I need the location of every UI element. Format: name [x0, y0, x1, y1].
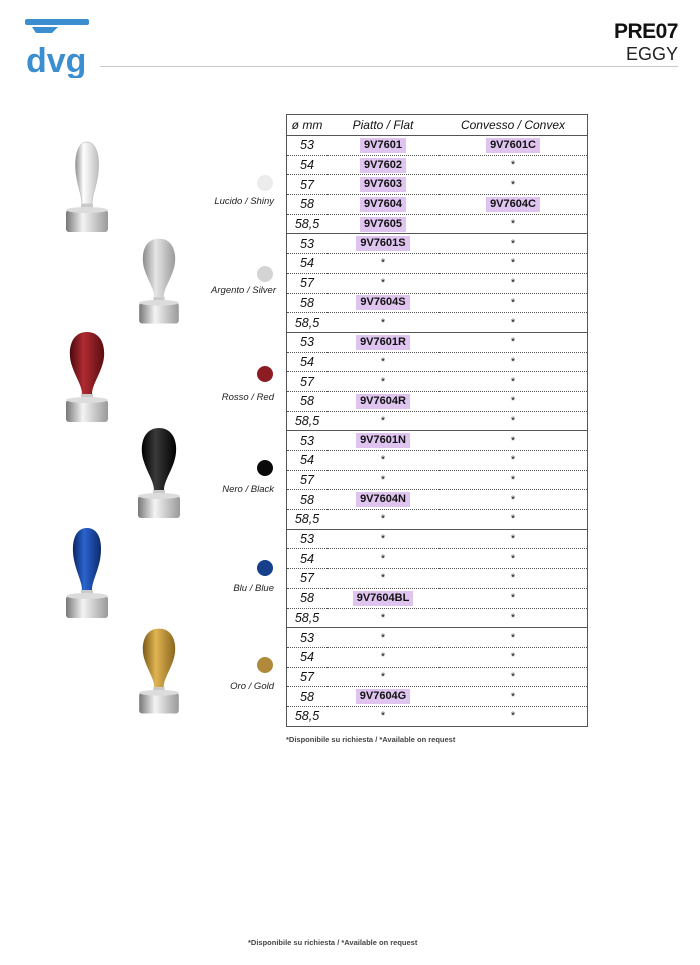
- article-code: 9V7601R: [356, 335, 410, 350]
- on-request-mark: *: [380, 414, 386, 427]
- availability-note: *Disponibile su richiesta / *Available on request: [286, 735, 456, 744]
- finish-label-blue: Blu / Blue: [233, 583, 274, 594]
- diameter-value: 53: [300, 138, 314, 153]
- flat-code-cell: [327, 628, 439, 648]
- diameter-value: 58,5: [294, 709, 320, 724]
- swatch-blue: [257, 560, 273, 576]
- on-request-mark: *: [510, 690, 516, 703]
- article-code: 9V7604BL: [353, 591, 414, 606]
- on-request-mark: *: [380, 277, 386, 290]
- on-request-mark: *: [380, 316, 386, 329]
- tamper-black-image: [124, 426, 194, 522]
- on-request-mark: *: [510, 237, 516, 250]
- flat-code-cell: [327, 254, 439, 274]
- convex-code-cell: [439, 647, 588, 667]
- tamper-shiny-image: [52, 140, 122, 236]
- diameter-value: 53: [300, 433, 314, 448]
- diameter-cell: [287, 214, 328, 234]
- dvg-logo: [24, 18, 98, 78]
- diameter-value: 54: [300, 453, 314, 468]
- flat-code-cell: [327, 273, 439, 293]
- article-code: 9V7601: [360, 138, 406, 153]
- diameter-value: 57: [300, 374, 314, 389]
- article-code: 9V7605: [360, 217, 406, 232]
- flat-code-cell: [327, 588, 439, 608]
- article-code: 9V7604G: [356, 689, 410, 704]
- flat-code-cell: [327, 214, 439, 234]
- on-request-mark: *: [380, 375, 386, 388]
- flat-code-cell: [327, 332, 439, 352]
- table-row: [287, 608, 588, 628]
- on-request-mark: *: [510, 178, 516, 191]
- product-code: PRE07: [613, 20, 678, 43]
- convex-code-cell: [439, 706, 588, 726]
- convex-code-cell: [439, 411, 588, 431]
- on-request-mark: *: [510, 355, 516, 368]
- table-row: [287, 687, 588, 707]
- on-request-mark: *: [510, 375, 516, 388]
- table-row: [287, 667, 588, 687]
- diameter-cell: [287, 372, 328, 392]
- diameter-cell: [287, 470, 328, 490]
- table-row: [287, 549, 588, 569]
- diameter-cell: [287, 628, 328, 648]
- convex-code-cell: [439, 254, 588, 274]
- diameter-cell: [287, 706, 328, 726]
- product-name: EGGY: [625, 44, 678, 64]
- on-request-mark: *: [380, 572, 386, 585]
- on-request-mark: *: [510, 572, 516, 585]
- flat-code-cell: [327, 195, 439, 215]
- table-row: [287, 431, 588, 451]
- on-request-mark: *: [510, 651, 516, 664]
- article-code: 9V7604C: [486, 197, 540, 212]
- on-request-mark: *: [380, 611, 386, 624]
- diameter-value: 58: [300, 492, 314, 507]
- on-request-mark: *: [510, 277, 516, 290]
- on-request-mark: *: [510, 670, 516, 683]
- convex-code-cell: [439, 431, 588, 451]
- article-code: 9V7602: [360, 158, 406, 173]
- diameter-value: 58: [300, 394, 314, 409]
- on-request-mark: *: [510, 296, 516, 309]
- diameter-cell: [287, 608, 328, 628]
- article-code: 9V7601C: [486, 138, 540, 153]
- table-row: [287, 588, 588, 608]
- article-code: 9V7601N: [356, 433, 410, 448]
- table-body: [287, 136, 588, 727]
- tamper-red-image: [52, 330, 122, 426]
- table-row: [287, 293, 588, 313]
- size-code-table: [286, 114, 588, 727]
- on-request-mark: *: [380, 513, 386, 526]
- flat-code-cell: [327, 175, 439, 195]
- tamper-gold-image: [126, 626, 192, 718]
- on-request-mark: *: [510, 159, 516, 172]
- diameter-value: 58,5: [294, 315, 320, 330]
- tamper-blue-image: [52, 526, 122, 622]
- convex-code-cell: [439, 136, 588, 156]
- diameter-value: 58,5: [294, 217, 320, 232]
- convex-code-cell: [439, 155, 588, 175]
- convex-code-cell: [439, 273, 588, 293]
- convex-code-cell: [439, 687, 588, 707]
- finish-label-silver: Argento / Silver: [211, 285, 276, 296]
- on-request-mark: *: [380, 631, 386, 644]
- on-request-mark: *: [510, 474, 516, 487]
- on-request-mark: *: [380, 355, 386, 368]
- swatch-red: [257, 366, 273, 382]
- diameter-cell: [287, 667, 328, 687]
- table-row: [287, 195, 588, 215]
- table-row: [287, 647, 588, 667]
- flat-code-cell: [327, 431, 439, 451]
- swatch-silver: [257, 266, 273, 282]
- diameter-cell: [287, 647, 328, 667]
- convex-code-cell: [439, 391, 588, 411]
- diameter-cell: [287, 254, 328, 274]
- finish-label-shiny: Lucido / Shiny: [214, 196, 274, 207]
- table-row: [287, 391, 588, 411]
- flat-code-cell: [327, 313, 439, 333]
- article-code: 9V7604N: [356, 492, 410, 507]
- article-code: 9V7604: [360, 197, 406, 212]
- on-request-mark: *: [380, 710, 386, 723]
- col-header-diameter: ø mm: [287, 115, 328, 136]
- diameter-value: 58: [300, 591, 314, 606]
- diameter-value: 57: [300, 571, 314, 586]
- on-request-mark: *: [510, 395, 516, 408]
- article-code: 9V7604S: [356, 295, 409, 310]
- convex-code-cell: [439, 352, 588, 372]
- table-row: [287, 470, 588, 490]
- table-row: [287, 155, 588, 175]
- diameter-value: 57: [300, 276, 314, 291]
- diameter-value: 53: [300, 532, 314, 547]
- table-row: [287, 254, 588, 274]
- flat-code-cell: [327, 234, 439, 254]
- convex-code-cell: [439, 451, 588, 471]
- diameter-value: 54: [300, 354, 314, 369]
- on-request-mark: *: [510, 513, 516, 526]
- on-request-mark: *: [510, 710, 516, 723]
- table-row: [287, 352, 588, 372]
- convex-code-cell: [439, 549, 588, 569]
- diameter-value: 57: [300, 177, 314, 192]
- flat-code-cell: [327, 569, 439, 589]
- convex-code-cell: [439, 510, 588, 530]
- table-row: [287, 136, 588, 156]
- convex-code-cell: [439, 175, 588, 195]
- diameter-cell: [287, 569, 328, 589]
- article-code: 9V7604R: [356, 394, 410, 409]
- diameter-value: 54: [300, 158, 314, 173]
- on-request-mark: *: [510, 414, 516, 427]
- footer-availability-note: *Disponibile su richiesta / *Available on request: [248, 938, 418, 947]
- diameter-cell: [287, 510, 328, 530]
- diameter-value: 58: [300, 197, 314, 212]
- finish-label-gold: Oro / Gold: [230, 681, 274, 692]
- convex-code-cell: [439, 569, 588, 589]
- on-request-mark: *: [510, 218, 516, 231]
- flat-code-cell: [327, 155, 439, 175]
- on-request-mark: *: [510, 257, 516, 270]
- swatch-gold: [257, 657, 273, 673]
- table-row: [287, 706, 588, 726]
- table-row: [287, 628, 588, 648]
- diameter-cell: [287, 332, 328, 352]
- on-request-mark: *: [510, 552, 516, 565]
- diameter-value: 58,5: [294, 610, 320, 625]
- diameter-value: 57: [300, 669, 314, 684]
- table-row: [287, 451, 588, 471]
- on-request-mark: *: [510, 592, 516, 605]
- on-request-mark: *: [510, 611, 516, 624]
- diameter-cell: [287, 588, 328, 608]
- on-request-mark: *: [510, 336, 516, 349]
- diameter-cell: [287, 155, 328, 175]
- table-row: [287, 234, 588, 254]
- table-row: [287, 313, 588, 333]
- flat-code-cell: [327, 687, 439, 707]
- diameter-value: 58,5: [294, 413, 320, 428]
- table-row: [287, 529, 588, 549]
- on-request-mark: *: [380, 552, 386, 565]
- diameter-value: 54: [300, 551, 314, 566]
- diameter-value: 58,5: [294, 512, 320, 527]
- table-row: [287, 214, 588, 234]
- diameter-value: 53: [300, 630, 314, 645]
- diameter-value: 53: [300, 236, 314, 251]
- diameter-value: 54: [300, 256, 314, 271]
- flat-code-cell: [327, 411, 439, 431]
- on-request-mark: *: [510, 454, 516, 467]
- table-row: [287, 175, 588, 195]
- convex-code-cell: [439, 293, 588, 313]
- table-row: [287, 490, 588, 510]
- diameter-value: 58: [300, 689, 314, 704]
- diameter-cell: [287, 293, 328, 313]
- diameter-cell: [287, 175, 328, 195]
- on-request-mark: *: [510, 631, 516, 644]
- article-code: 9V7603: [360, 177, 406, 192]
- table-row: [287, 569, 588, 589]
- diameter-cell: [287, 234, 328, 254]
- flat-code-cell: [327, 470, 439, 490]
- flat-code-cell: [327, 549, 439, 569]
- convex-code-cell: [439, 608, 588, 628]
- diameter-cell: [287, 352, 328, 372]
- diameter-cell: [287, 451, 328, 471]
- on-request-mark: *: [510, 493, 516, 506]
- table-row: [287, 332, 588, 352]
- flat-code-cell: [327, 352, 439, 372]
- on-request-mark: *: [380, 474, 386, 487]
- convex-code-cell: [439, 588, 588, 608]
- convex-code-cell: [439, 628, 588, 648]
- tamper-silver-image: [126, 236, 192, 328]
- on-request-mark: *: [380, 257, 386, 270]
- finish-label-black: Nero / Black: [222, 484, 274, 495]
- on-request-mark: *: [380, 670, 386, 683]
- diameter-cell: [287, 136, 328, 156]
- convex-code-cell: [439, 195, 588, 215]
- flat-code-cell: [327, 647, 439, 667]
- diameter-cell: [287, 529, 328, 549]
- convex-code-cell: [439, 667, 588, 687]
- col-header-flat: Piatto / Flat: [327, 115, 439, 136]
- flat-code-cell: [327, 136, 439, 156]
- on-request-mark: *: [510, 316, 516, 329]
- convex-code-cell: [439, 372, 588, 392]
- convex-code-cell: [439, 470, 588, 490]
- diameter-cell: [287, 273, 328, 293]
- table-row: [287, 411, 588, 431]
- diameter-value: 57: [300, 473, 314, 488]
- convex-code-cell: [439, 332, 588, 352]
- flat-code-cell: [327, 510, 439, 530]
- flat-code-cell: [327, 293, 439, 313]
- header-rule: [100, 66, 678, 67]
- on-request-mark: *: [380, 533, 386, 546]
- flat-code-cell: [327, 608, 439, 628]
- flat-code-cell: [327, 706, 439, 726]
- diameter-value: 58: [300, 295, 314, 310]
- brand-text: dvg: [26, 42, 87, 78]
- table-row: [287, 273, 588, 293]
- flat-code-cell: [327, 490, 439, 510]
- flat-code-cell: [327, 529, 439, 549]
- diameter-cell: [287, 431, 328, 451]
- flat-code-cell: [327, 451, 439, 471]
- on-request-mark: *: [380, 651, 386, 664]
- diameter-cell: [287, 687, 328, 707]
- table-row: [287, 372, 588, 392]
- convex-code-cell: [439, 214, 588, 234]
- swatch-shiny: [257, 175, 273, 191]
- convex-code-cell: [439, 234, 588, 254]
- convex-code-cell: [439, 313, 588, 333]
- swatch-black: [257, 460, 273, 476]
- diameter-cell: [287, 391, 328, 411]
- convex-code-cell: [439, 490, 588, 510]
- diameter-cell: [287, 411, 328, 431]
- diameter-value: 53: [300, 335, 314, 350]
- flat-code-cell: [327, 372, 439, 392]
- on-request-mark: *: [510, 533, 516, 546]
- table-row: [287, 510, 588, 530]
- diameter-cell: [287, 549, 328, 569]
- on-request-mark: *: [510, 434, 516, 447]
- col-header-convex: Convesso / Convex: [439, 115, 588, 136]
- convex-code-cell: [439, 529, 588, 549]
- flat-code-cell: [327, 667, 439, 687]
- on-request-mark: *: [380, 454, 386, 467]
- diameter-value: 54: [300, 650, 314, 665]
- diameter-cell: [287, 313, 328, 333]
- article-code: 9V7601S: [356, 236, 409, 251]
- finish-label-red: Rosso / Red: [221, 392, 274, 403]
- table-header-row: [287, 115, 588, 136]
- flat-code-cell: [327, 391, 439, 411]
- diameter-cell: [287, 195, 328, 215]
- diameter-cell: [287, 490, 328, 510]
